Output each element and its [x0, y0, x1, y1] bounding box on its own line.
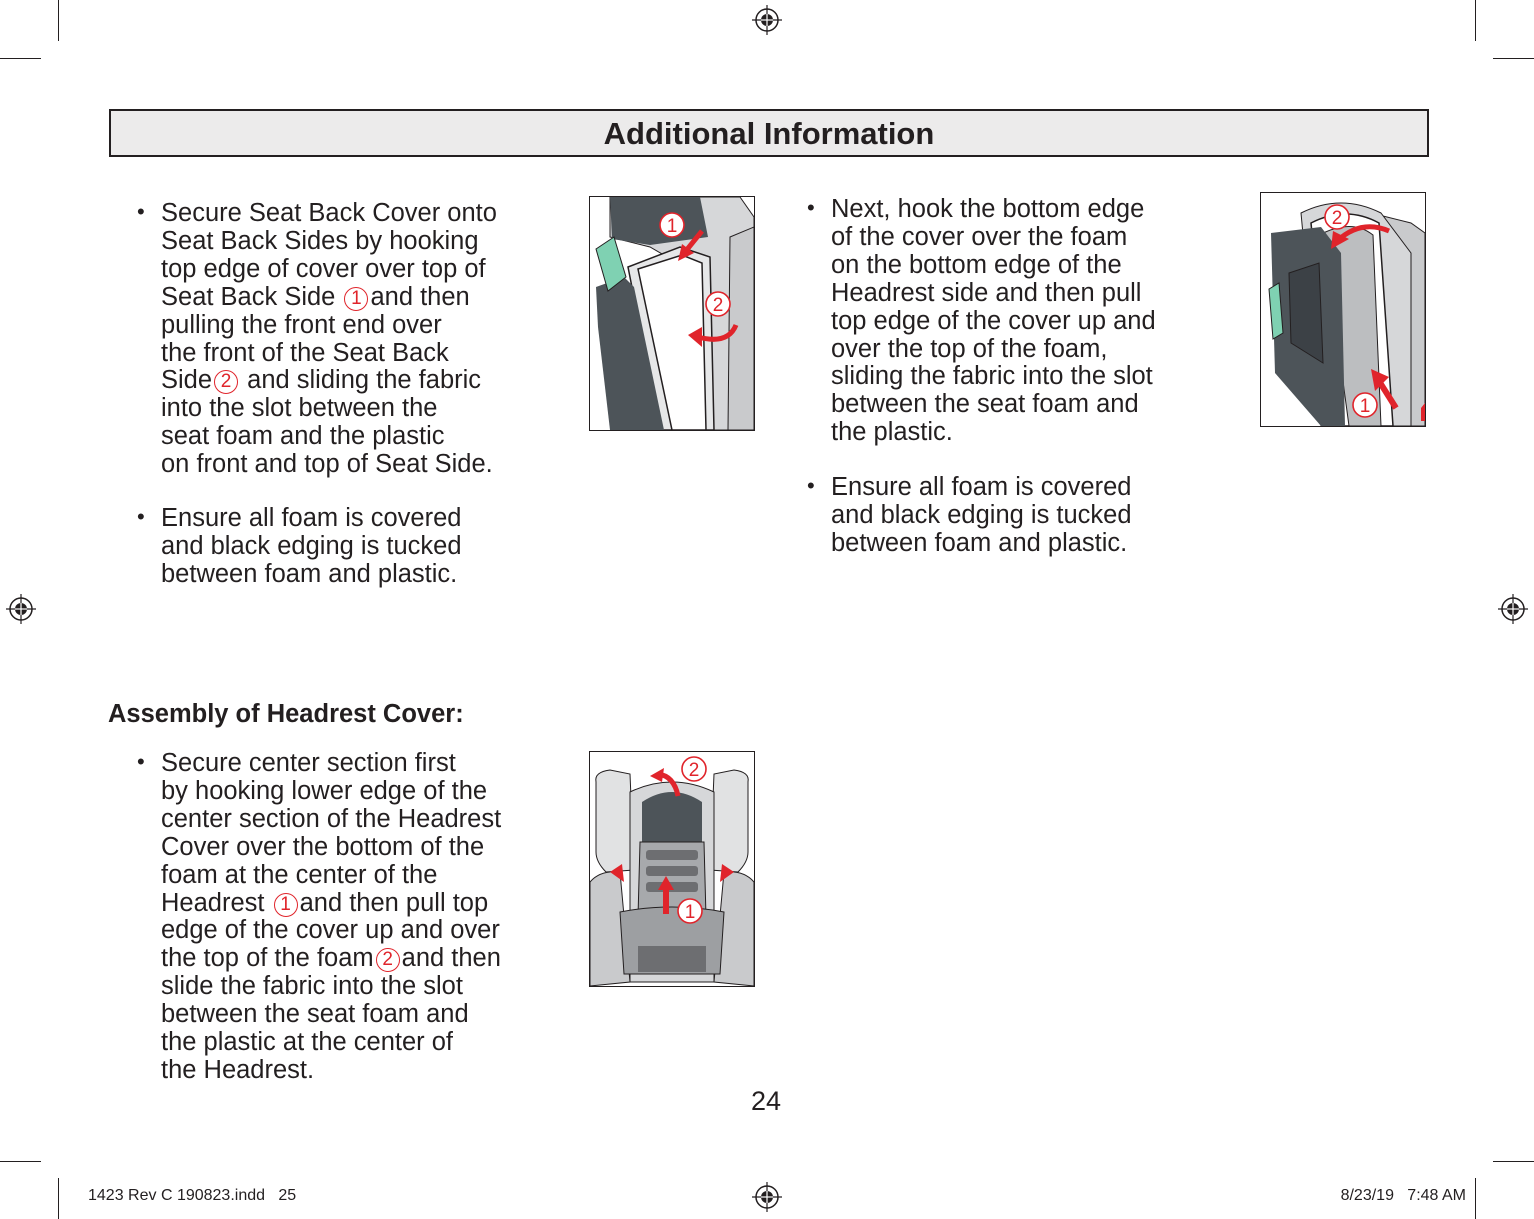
- text-line: over the top of the foam,: [831, 334, 1108, 363]
- seat-back-side-drawing: [590, 197, 754, 430]
- text-run: and then: [370, 282, 470, 311]
- figure-step-marker: 2: [688, 760, 700, 781]
- text-line: top edge of the cover up and: [831, 306, 1156, 335]
- step-1-marker: 1: [344, 287, 368, 311]
- bullet-icon: •: [137, 199, 145, 224]
- crop-mark-icon: [58, 0, 59, 41]
- text-line: and black edging is tucked: [161, 531, 462, 560]
- text-line: edge of the cover up and over: [161, 916, 500, 945]
- text-line: and black edging is tucked: [831, 500, 1132, 529]
- text-line: the Headrest.: [161, 1055, 315, 1084]
- text-line: Ensure all foam is covered: [831, 473, 1132, 501]
- crop-mark-icon: [0, 1161, 41, 1162]
- text-line: between the seat foam and: [831, 390, 1139, 419]
- text-line: of the cover over the foam: [831, 222, 1128, 251]
- text-line: seat foam and the plastic: [161, 422, 445, 451]
- instruction-ensure-foam-covered-right: [831, 474, 1132, 558]
- text-line: slide the fabric into the slot: [161, 972, 463, 1001]
- text-line: [161, 367, 497, 395]
- crop-mark-icon: [0, 58, 41, 59]
- text-line: Secure center section first: [161, 749, 456, 777]
- crop-mark-icon: [1475, 0, 1476, 41]
- figure-step-marker: 1: [1359, 396, 1371, 417]
- text-line: on front and top of Seat Side.: [161, 450, 493, 479]
- text-line: center section of the Headrest: [161, 804, 502, 833]
- text-line: Next, hook the bottom edge: [831, 195, 1145, 223]
- bullet-icon: •: [137, 504, 145, 529]
- text-line: between the seat foam and: [161, 1000, 469, 1029]
- text-line: pulling the front end over: [161, 310, 442, 339]
- headrest-side-drawing: [1261, 193, 1425, 426]
- figure-step-marker: 2: [1331, 208, 1343, 229]
- text-run: Headrest: [161, 888, 265, 917]
- text-line: [161, 284, 497, 312]
- registration-mark-icon: [752, 1182, 782, 1212]
- instruction-seat-back-cover: [161, 200, 497, 479]
- text-line: between foam and plastic.: [161, 559, 458, 588]
- page-title: Additional Information: [603, 116, 935, 151]
- crop-mark-icon: [58, 1178, 59, 1219]
- slug-timestamp: 8/23/19 7:48 AM: [1340, 1187, 1466, 1204]
- headrest-center-drawing: [590, 752, 754, 986]
- bullet-icon: •: [807, 195, 815, 220]
- text-line: on the bottom edge of the: [831, 250, 1122, 279]
- text-run: the top of the foam: [161, 944, 374, 973]
- instruction-headrest-center: [161, 750, 501, 1085]
- text-line: Secure Seat Back Cover onto: [161, 199, 497, 227]
- text-line: Headrest side and then pull: [831, 278, 1142, 307]
- text-line: [161, 890, 501, 918]
- step-2-marker: 2: [376, 948, 400, 972]
- text-line: Seat Back Sides by hooking: [161, 226, 479, 255]
- text-line: foam at the center of the: [161, 860, 438, 889]
- step-1-marker: 1: [274, 893, 298, 917]
- section-heading: Assembly of Headrest Cover:: [108, 700, 464, 728]
- bullet-icon: •: [807, 473, 815, 498]
- text-line: Ensure all foam is covered: [161, 504, 462, 532]
- text-line: top edge of cover over top of: [161, 254, 486, 283]
- text-line: the front of the Seat Back: [161, 338, 449, 367]
- registration-mark-icon: [752, 5, 782, 35]
- headrest-side-illustration: [1260, 192, 1426, 427]
- text-line: sliding the fabric into the slot: [831, 362, 1153, 391]
- crop-mark-icon: [1475, 1178, 1476, 1219]
- text-run: and sliding the fabric: [247, 366, 482, 395]
- bullet-icon: •: [137, 749, 145, 774]
- text-line: the plastic.: [831, 418, 953, 447]
- text-line: between foam and plastic.: [831, 528, 1128, 557]
- text-run: and then pull top: [299, 888, 489, 917]
- instruction-hook-bottom-edge: [831, 196, 1156, 447]
- figure-step-marker: 2: [712, 295, 724, 316]
- text-run: Seat Back Side: [161, 282, 336, 311]
- crop-mark-icon: [1493, 58, 1534, 59]
- text-line: the plastic at the center of: [161, 1028, 454, 1057]
- figure-step-marker: 1: [666, 216, 678, 237]
- text-line: Cover over the bottom of the: [161, 832, 485, 861]
- step-2-marker: 2: [214, 370, 238, 394]
- section-header-banner: [109, 109, 1429, 157]
- page-number: 24: [750, 1086, 782, 1116]
- figure-step-marker: 1: [684, 902, 696, 923]
- text-line: into the slot between the: [161, 394, 438, 423]
- headrest-center-illustration: [589, 751, 755, 987]
- text-line: [161, 945, 501, 973]
- instruction-ensure-foam-covered: [161, 505, 462, 589]
- seat-back-side-illustration: [589, 196, 755, 431]
- text-run: and then: [401, 944, 501, 973]
- crop-mark-icon: [1493, 1161, 1534, 1162]
- registration-mark-icon: [1498, 594, 1528, 624]
- slug-file-info: 1423 Rev C 190823.indd 25: [88, 1187, 297, 1204]
- text-line: by hooking lower edge of the: [161, 776, 488, 805]
- text-run: Side: [161, 366, 213, 395]
- registration-mark-icon: [6, 594, 36, 624]
